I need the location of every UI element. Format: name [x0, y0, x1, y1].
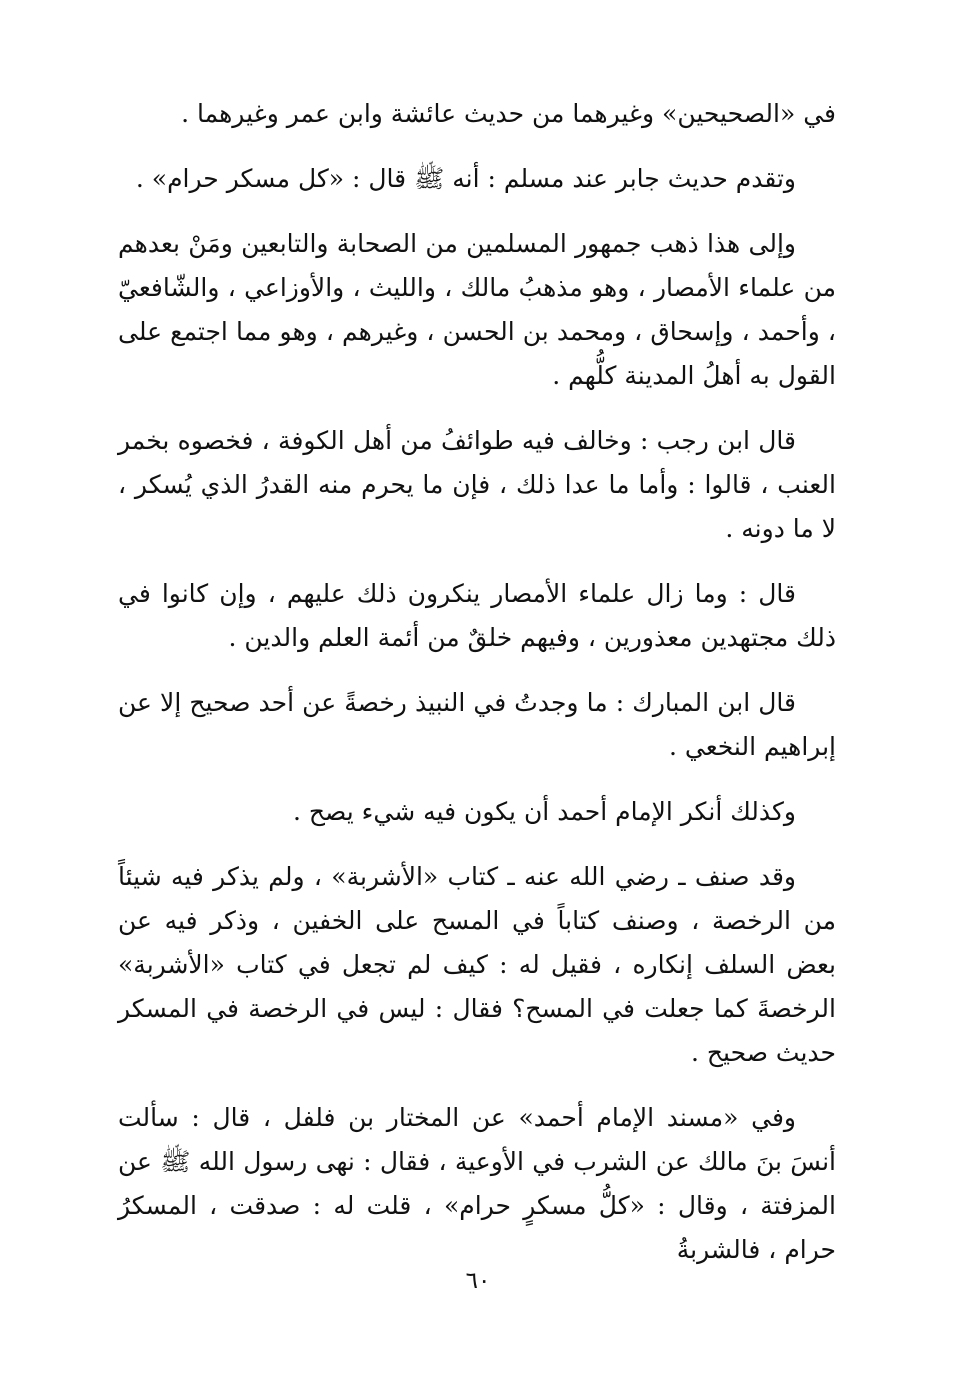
paragraph-7: وكذلك أنكر الإمام أحمد أن يكون فيه شيء يصح . — [293, 797, 796, 826]
paragraph-6: قال ابن المبارك : ما وجدتُ في النبيذ رخصةً عن أحد صحيح إلا عن إبراهيم النخعي . — [118, 688, 836, 761]
paragraph-1: في «الصحيحين» وغيرهما من حديث عائشة وابن عمر وغيرهما . — [181, 99, 836, 128]
paragraph-2: وتقدم حديث جابر عند مسلم : أنه ﷺ قال : «كل مسكر حرام» . — [135, 164, 796, 193]
paragraph-4: قال ابن رجب : وخالف فيه طوائفُ من أهل الكوفة ، فخصوه بخمر العنب ، قالوا : وأما ما عدا ذلك ، فإن ما يحرم منه القدرُ الذي يُسكر ، لا ما دونه . — [118, 426, 836, 543]
paragraph-3: وإلى هذا ذهب جمهور المسلمين من الصحابة والتابعين ومَنْ بعدهم من علماء الأمصار ، وهو مذهبُ مالك ، والليث ، والأوزاعي ، والشّافعيّ ، وأحمد ، وإسحاق ، ومحمد بن الحسن ، وغيرهم ، وهو مما اجتمع على القول به أهلُ المدينة كلُّهم . — [118, 229, 836, 390]
paragraph-5: قال : وما زال علماء الأمصار ينكرون ذلك عليهم ، وإن كانوا في ذلك مجتهدين معذورين ، وفيهم خلقٌ من أئمة العلم والدين . — [118, 579, 836, 652]
paragraph-9: وفي «مسند الإمام أحمد» عن المختار بن فلفل ، قال : سألت أنسَ بنَ مالك عن الشرب في الأوعية ، فقال : نهى رسول الله ﷺ عن المزفتة ، وقال : «كلُّ مسكرٍ حرام» ، قلت له : صدقت ، المسكرُ حرام ، فالشربةُ — [118, 1103, 836, 1264]
body-text — [118, 92, 836, 1293]
page-number: ٦٠ — [465, 1268, 491, 1294]
paragraph-8: وقد صنف ـ رضي الله عنه ـ كتاب «الأشربة» ، ولم يذكر فيه شيئاً من الرخصة ، وصنف كتاباً في المسح على الخفين ، وذكر فيه عن بعض السلف إنكاره ، فقيل له : كيف لم تجعل في كتاب «الأشربة» الرخصةَ كما جعلت في المسح؟ فقال : ليس في الرخصة في المسكر حديث صحيح . — [118, 862, 836, 1067]
